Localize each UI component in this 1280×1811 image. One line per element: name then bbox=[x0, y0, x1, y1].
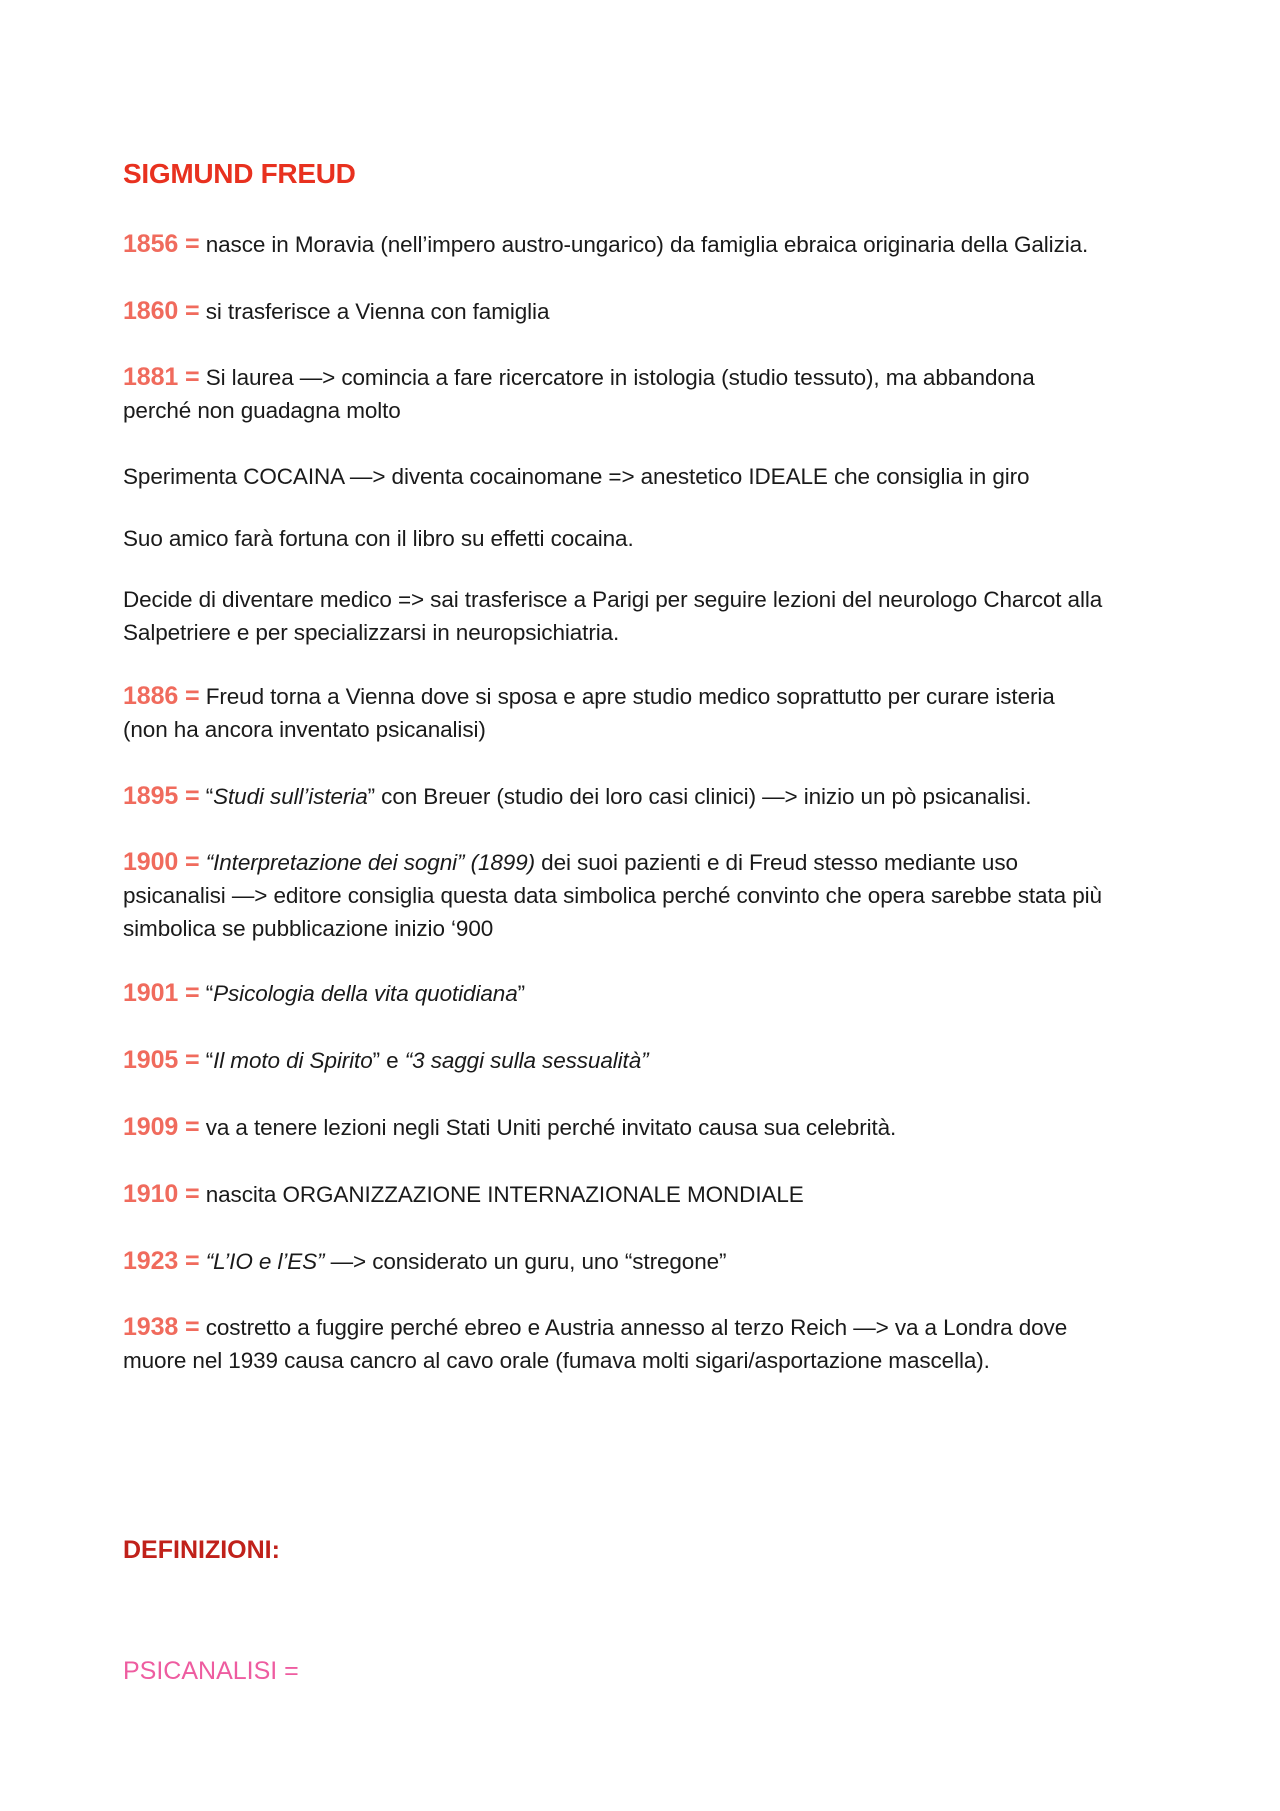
entry-text-line3: simbolica se pubblicazione inizio ‘900 bbox=[123, 916, 494, 941]
entry-text: nasce in Moravia (nell’impero austro-ungarico) da famiglia ebraica originaria della Galizia. bbox=[199, 232, 1089, 257]
year-label: 1905 = bbox=[123, 1046, 200, 1074]
year-label: 1938 = bbox=[123, 1313, 200, 1341]
entry-medico bbox=[123, 583, 1183, 649]
quote-close: ” bbox=[517, 981, 526, 1006]
year-label: 1881 = bbox=[123, 363, 200, 391]
entry-text: va a tenere lezioni negli Stati Uniti perché invitato causa sua celebrità. bbox=[199, 1115, 897, 1140]
entry-text-line2: Salpetriere e per specializzarsi in neuropsichiatria. bbox=[123, 620, 620, 645]
definition-psicanalisi: PSICANALISI = bbox=[123, 1657, 299, 1685]
entry-1905 bbox=[123, 1044, 1183, 1077]
year-label: 1856 = bbox=[123, 230, 200, 258]
entry-text-line2: (non ha ancora inventato psicanalisi) bbox=[123, 717, 486, 742]
entry-1909 bbox=[123, 1111, 1183, 1144]
entry-1886 bbox=[123, 680, 1183, 746]
entry-text: si trasferisce a Vienna con famiglia bbox=[199, 299, 550, 324]
entry-1856 bbox=[123, 228, 1183, 261]
entry-text: ” con Breuer (studio dei loro casi clinici) —> inizio un pò psicanalisi. bbox=[367, 784, 1032, 809]
entry-1901 bbox=[123, 977, 1183, 1010]
entry-1910 bbox=[123, 1178, 1183, 1211]
entry-text-line2: muore nel 1939 causa cancro al cavo orale (fumava molti sigari/asportazione mascella). bbox=[123, 1348, 990, 1373]
entry-text: Freud torna a Vienna dove si sposa e apre studio medico soprattutto per curare isteria bbox=[199, 684, 1055, 709]
work-title-1: Il moto di Spirito bbox=[213, 1048, 373, 1073]
year-label: 1860 = bbox=[123, 297, 200, 325]
entry-text: Decide di diventare medico => sai trasferisce a Parigi per seguire lezioni del neurologo Charcot alla bbox=[123, 587, 1103, 612]
quote-open: “ bbox=[199, 1048, 214, 1073]
entry-text: nascita ORGANIZZAZIONE INTERNAZIONALE MONDIALE bbox=[199, 1182, 804, 1207]
entry-text: ” e bbox=[372, 1048, 405, 1073]
entry-text-line2: perché non guadagna molto bbox=[123, 398, 401, 423]
year-label: 1895 = bbox=[123, 782, 200, 810]
entry-1900 bbox=[123, 846, 1183, 945]
quote-open: “ bbox=[199, 784, 214, 809]
page-title: SIGMUND FREUD bbox=[123, 158, 356, 189]
work-title: “Interpretazione dei sogni” (1899) bbox=[199, 850, 536, 875]
work-title: Studi sull’isteria bbox=[213, 784, 368, 809]
entry-1895 bbox=[123, 780, 1183, 813]
quote-open: “ bbox=[199, 981, 214, 1006]
entry-text: dei suoi pazienti e di Freud stesso mediante uso bbox=[535, 850, 1018, 875]
year-label: 1910 = bbox=[123, 1180, 200, 1208]
entry-text: costretto a fuggire perché ebreo e Austria annesso al terzo Reich —> va a Londra dove bbox=[199, 1315, 1068, 1340]
entry-text-line2: psicanalisi —> editore consiglia questa data simbolica perché convinto che opera sarebbe stata più bbox=[123, 883, 1102, 908]
year-label: 1909 = bbox=[123, 1113, 200, 1141]
entry-1938 bbox=[123, 1311, 1183, 1377]
entry-amico: Suo amico farà fortuna con il libro su effetti cocaina. bbox=[123, 526, 634, 551]
year-label: 1923 = bbox=[123, 1247, 200, 1275]
entry-text: —> considerato un guru, uno “stregone” bbox=[324, 1249, 727, 1274]
entry-text: Si laurea —> comincia a fare ricercatore in istologia (studio tessuto), ma abbandona bbox=[199, 365, 1035, 390]
work-title: Psicologia della vita quotidiana bbox=[213, 981, 518, 1006]
entry-1860 bbox=[123, 295, 1183, 328]
year-label: 1900 = bbox=[123, 848, 200, 876]
year-label: 1901 = bbox=[123, 979, 200, 1007]
work-title: “L’IO e l’ES” bbox=[199, 1249, 325, 1274]
work-title-2: “3 saggi sulla sessualità” bbox=[404, 1048, 649, 1073]
entry-cocaina: Sperimenta COCAINA —> diventa cocainomane => anestetico IDEALE che consiglia in giro bbox=[123, 464, 1030, 489]
section-title-definizioni: DEFINIZIONI: bbox=[123, 1536, 280, 1564]
entry-1923 bbox=[123, 1245, 1183, 1278]
entry-1881 bbox=[123, 361, 1183, 427]
year-label: 1886 = bbox=[123, 682, 200, 710]
